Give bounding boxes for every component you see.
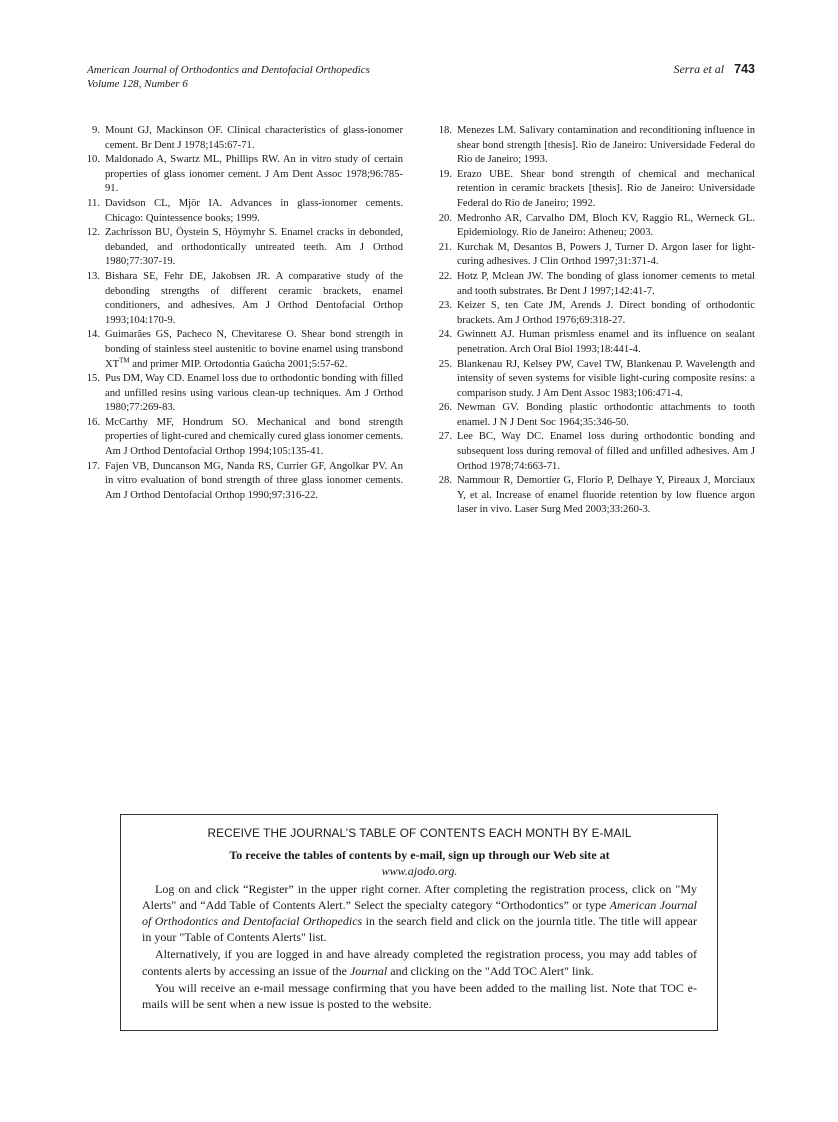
- reference-number: 17.: [86, 460, 100, 472]
- text: Alternatively, if you are logged in and have already completed the registration process, you may add tables of contents alerts by accessing an issue of the: [142, 947, 697, 978]
- page-number: 743: [734, 62, 755, 76]
- reference-number: 19.: [438, 168, 452, 180]
- text: Log on and click “Register” in the upper right corner. After completing the registration process, click on "My Alerts" and “Add Table of Contents Alert.” Select the specialty category “Orthodontics” or type: [142, 881, 697, 912]
- reference-number: 11.: [87, 197, 100, 209]
- reference-text: Mount GJ, Mackinson OF. Clinical characteristics of glass-ionomer cement. Br Dent J 1978;145:67-71.: [105, 125, 403, 151]
- reference-text: Erazo UBE. Shear bond strength of chemical and mechanical retention in ceramic brackets [thesis]. Rio de Janeiro: Universidade Federal do Rio de Janeiro; 1992.: [457, 168, 755, 209]
- notice-subtitle: To receive the tables of contents by e-mail, sign up through our Web site at: [229, 848, 610, 863]
- reference-text: Zachrisson BU, Öystein S, Höymyhr S. Enamel cracks in debonded, debanded, and orthodontically untreated teeth. Am J Orthod 1980;77:307-19.: [105, 227, 403, 268]
- reference-item: [86, 124, 403, 153]
- reference-item: [86, 270, 403, 328]
- notice-title: RECEIVE THE JOURNAL’S TABLE OF CONTENTS EACH MONTH BY E-MAIL: [207, 826, 632, 840]
- references-right-column: [438, 124, 755, 518]
- text: in the search field and click on the journla title. The title will appear in your "Table of Contents Alerts" list.: [142, 914, 697, 945]
- reference-item: [438, 299, 755, 328]
- reference-text: Keizer S, ten Cate JM, Arends J. Direct bonding of orthodontic brackets. Am J Orthod 1976;69:318-27.: [457, 300, 755, 326]
- reference-number: 13.: [86, 270, 100, 282]
- reference-text: McCarthy MF, Hondrum SO. Mechanical and bond strength properties of light-cured and chemically cured glass ionomer cements. Am J Orthod Dentofacial Orthop 1994;105:135-41.: [105, 416, 403, 458]
- reference-text: Kurchak M, Desantos B, Powers J, Turner D. Argon laser for light-curing adhesives. J Clin Orthod 1997;31:371-4.: [457, 241, 755, 268]
- reference-number: 22.: [438, 270, 452, 282]
- reference-item: [86, 460, 403, 504]
- reference-text: Nammour R, Demortier G, Florio P, Delhaye Y, Pireaux J, Morciaux Y, et al. Increase of enamel fluoride retention by low fluence argon laser in vivo. Laser Surg Med 2003;33:260-3.: [457, 475, 755, 516]
- trademark-superscript: TM: [119, 355, 130, 364]
- reference-item: [86, 328, 403, 372]
- reference-item: [438, 474, 755, 518]
- reference-number: 23.: [438, 300, 452, 312]
- reference-item: [438, 168, 755, 212]
- reference-number: 27.: [438, 431, 452, 443]
- reference-text: Pus DM, Way CD. Enamel loss due to orthodontic bonding with filled and unfilled resins using various clean-up techniques. Am J Orthod 1980;77:269-83.: [105, 373, 403, 414]
- reference-item: [438, 430, 755, 474]
- journal-name: American Journal of Orthodontics and Dentofacial Orthopedics: [87, 64, 370, 76]
- notice-paragraph: [142, 881, 697, 946]
- reference-number: 10.: [86, 154, 100, 166]
- reference-text: Menezes LM. Salivary contamination and reconditioning influence in shear bond strength [thesis]. Rio de Janeiro: Universidade Federal do Rio de Janeiro; 1993.: [457, 125, 755, 166]
- website-link[interactable]: www.ajodo.org.: [381, 864, 458, 879]
- reference-item: [438, 401, 755, 430]
- journal-word: Journal: [349, 963, 388, 978]
- notice-paragraph: You will receive an e-mail message confirming that you have been added to the mailing list. Note that TOC e-mails will be sent when a new issue is posted to the website.: [142, 980, 697, 1012]
- reference-item: [86, 416, 403, 460]
- reference-item: [438, 212, 755, 241]
- running-header: [87, 63, 370, 91]
- reference-text: Hotz P, Mclean JW. The bonding of glass ionomer cements to metal and tooth substrates. Br Dent J 1997;142:41-7.: [457, 270, 755, 297]
- reference-number: 15.: [86, 373, 100, 385]
- notice-paragraph: [142, 946, 697, 978]
- reference-text: and primer MIP. Ortodontia Gaúcha 2001;5:57-62.: [129, 358, 348, 370]
- reference-item: [438, 358, 755, 402]
- reference-text: Medronho AR, Carvalho DM, Bloch KV, Raggio RL, Werneck GL. Epidemiology. Rio de Janeiro: Atheneu; 2003.: [457, 212, 755, 239]
- reference-text: Gwinnett AJ. Human prismless enamel and its influence on sealant penetration. Arch Oral Biol 1993;18:441-4.: [457, 329, 755, 355]
- reference-item: [86, 153, 403, 197]
- reference-number: 12.: [86, 227, 100, 239]
- reference-number: 16.: [86, 416, 100, 428]
- reference-text: Maldonado A, Swartz ML, Phillips RW. An in vitro study of certain properties of glass ionomer cement. J Am Dent Assoc 1978;96:785-91.: [105, 154, 403, 195]
- references-left-column: [86, 124, 403, 503]
- reference-number: 24.: [438, 329, 452, 341]
- reference-item: [438, 241, 755, 270]
- reference-number: 20.: [438, 212, 452, 224]
- reference-number: 21.: [438, 241, 452, 253]
- reference-text: Fajen VB, Duncanson MG, Nanda RS, Currier GF, Angolkar PV. An in vitro evaluation of bond strength of three glass ionomer cements. Am J Orthod Dentofacial Orthop 1990;97:316-22.: [105, 460, 403, 501]
- reference-number: 28.: [438, 475, 452, 487]
- reference-number: 9.: [92, 125, 100, 136]
- reference-number: 25.: [438, 358, 452, 370]
- reference-item: [438, 124, 755, 168]
- reference-number: 26.: [438, 402, 452, 414]
- reference-text: Lee BC, Way DC. Enamel loss during orthodontic bonding and subsequent loss during removal of filled and unfilled adhesives. Am J Orthod 1978;74:663-71.: [457, 431, 755, 472]
- toc-email-notice: [120, 814, 718, 1031]
- reference-item: [86, 226, 403, 270]
- reference-text: Davidson CL, Mjör IA. Advances in glass-ionomer cements. Chicago: Quintessence books; 1999.: [105, 197, 403, 224]
- reference-item: [86, 197, 403, 226]
- reference-text: Guimarães GS, Pacheco N, Chevitarese O. Shear bond strength in bonding of stainless steel austenitic to bovine enamel using transbond XT: [105, 329, 403, 370]
- reference-number: 18.: [438, 125, 452, 136]
- journal-title: American Journal of Orthodontics and Dentofacial Orthopedics: [142, 897, 697, 929]
- reference-text: Bishara SE, Fehr DE, Jakobsen JR. A comparative study of the debonding strengths of different ceramic brackets, enamel conditioners, and adhesives. Am J Orthod Dentofacial Orthop 1993;104:170-9.: [105, 270, 403, 326]
- reference-text: Blankenau RJ, Kelsey PW, Cavel TW, Blankenau P. Wavelength and intensity of seven systems for visible light-curing composite resins: a comparison study. J Am Dent Assoc 1983;106:471-4.: [457, 358, 755, 399]
- text: and clicking on the "Add TOC Alert" link.: [387, 963, 594, 978]
- page-header-right: [673, 62, 755, 77]
- reference-item: [86, 372, 403, 416]
- reference-item: [438, 328, 755, 357]
- reference-item: [438, 270, 755, 299]
- reference-text: Newman GV. Bonding plastic orthodontic attachments to tooth enamel. J N J Dent Soc 1964;35:346-50.: [457, 402, 755, 428]
- volume-issue: Volume 128, Number 6: [87, 78, 188, 90]
- authors: Serra et al: [673, 62, 725, 76]
- reference-number: 14.: [86, 329, 100, 341]
